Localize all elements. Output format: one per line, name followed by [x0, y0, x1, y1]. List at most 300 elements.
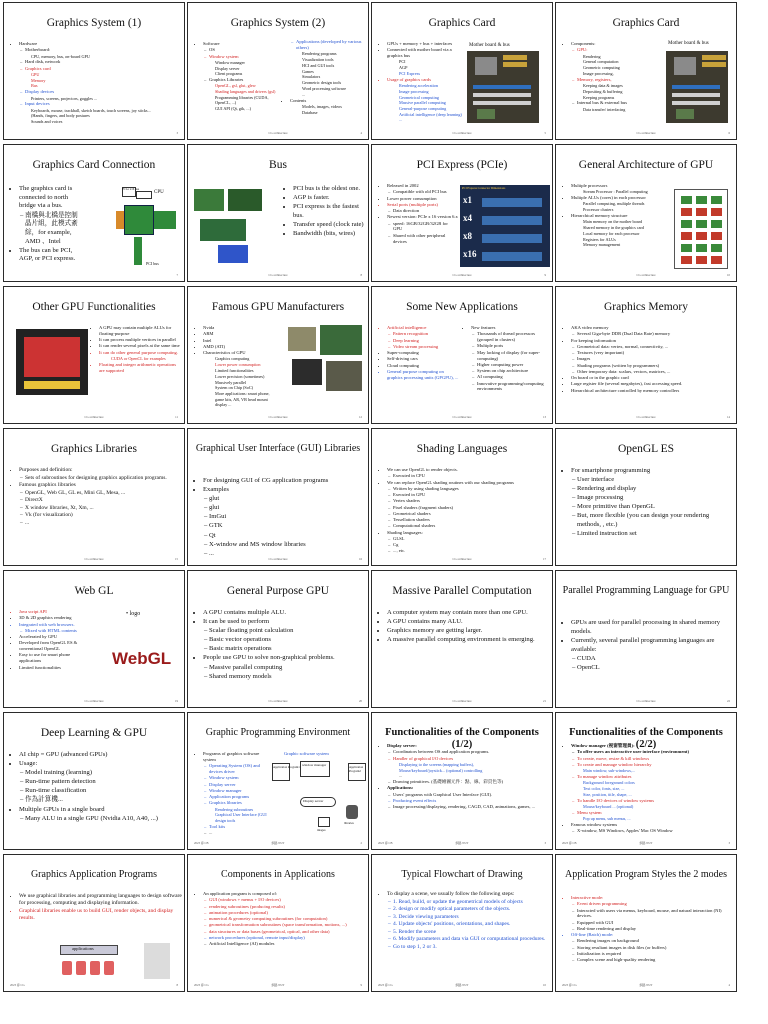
slide-footer	[10, 983, 178, 989]
bullet-item: – Menu system	[577, 810, 736, 816]
slide-body	[564, 895, 734, 979]
slide-general-architecture-of-gpu	[555, 144, 737, 282]
bullet-item: • For keeping information	[571, 338, 734, 344]
slide-graphic-programming-environment	[187, 712, 369, 850]
bullet-item: • For smartphone programming	[571, 467, 732, 476]
alu-core	[681, 244, 692, 252]
slide-title: Graphics System (2)	[230, 17, 326, 29]
bullet-item: – Basic matrix operations	[209, 645, 364, 654]
slide-graphics-libraries	[3, 428, 185, 566]
bullet-item: – 1. Read, build, or update the geometrical models of objects	[393, 899, 550, 906]
slide-title: General Architecture of GPU	[578, 159, 714, 171]
footer-right: 5	[544, 131, 546, 135]
slide-title: Graphics System (1)	[46, 17, 142, 29]
figure-caption: Mother board & bus	[668, 41, 709, 46]
footer-right: 16	[359, 557, 362, 561]
footer-left: 2023 春 CG	[378, 983, 393, 987]
bullet-item: – X window libraries, Xt, Xm, ...	[25, 505, 180, 512]
bullet-item: – Initialization is required	[577, 951, 734, 957]
bullet-item: – AI computing	[477, 374, 548, 380]
bullet-item: Geometric design tools	[302, 80, 342, 86]
bullet-item: • Artificial intelligence	[387, 325, 460, 331]
footer-center: 網路 NUT	[455, 983, 469, 987]
alu-core	[711, 232, 722, 240]
slide-title: Some New Applications	[406, 301, 518, 313]
alu-core	[681, 220, 692, 228]
bullet-list	[196, 325, 276, 407]
alu-core	[681, 208, 692, 216]
bullet-item: – OpenCL	[577, 664, 732, 673]
alu-core	[711, 196, 722, 204]
pci-card-photo	[228, 189, 262, 211]
agp-card-photo	[194, 189, 224, 211]
bullet-item: – animation procedures (optional)	[209, 910, 366, 916]
bullet-item: – But, more flexible (you can design your rendering methods, , etc.)	[577, 512, 732, 529]
bullet-item: Shading languages and drivers (gsl)	[215, 89, 276, 95]
bullet-item: • PCI express is the fastest bus.	[293, 203, 366, 220]
bullet-item: – May lacking of display (for super-computing)	[477, 350, 548, 362]
bullet-item: • Graphical libraries enable us to build GUI, render objects, and display results.	[19, 908, 182, 922]
bullet-item: Size, position, title, shape, ...	[583, 791, 632, 797]
bullet-item: PCI	[399, 59, 406, 65]
bullet-item: – Run-time classification	[25, 787, 180, 796]
bullet-item: – Limited instruction set	[577, 530, 732, 539]
bullet-item: – GLSL	[393, 536, 548, 542]
bus-label: PCI bus	[146, 261, 159, 266]
bullet-item: – Data direction	[393, 208, 458, 214]
bullet-item: More applications: smart phone, game kits, AR, VR head mount display ...	[215, 391, 270, 407]
bullet-item: • A GPU may contain multiple ALUs for floating-purpose	[99, 325, 182, 337]
lane-label: x8	[463, 231, 472, 241]
bullet-item: – Deep learning	[393, 338, 460, 344]
slide-title: Graphic Programming Environment	[205, 727, 351, 738]
bullet-item: Keyboards, mouse, trackball, sketch boards, touch screens, joy sticks...	[31, 107, 151, 113]
slide-footer	[562, 983, 730, 989]
slide-body	[564, 467, 732, 553]
slide-footer	[10, 273, 178, 279]
bullet-item: – Image processing/displaying, rendering, CAGD, CAD, animations, games, ...	[393, 804, 552, 810]
bullet-item: – GPU:	[577, 47, 654, 53]
footer-right: 9	[360, 983, 362, 987]
footer-center: CG architecture	[84, 699, 104, 703]
bullet-item: Shared memory in the graphics card	[583, 224, 645, 230]
bullet-list	[12, 893, 182, 922]
bullet-item: – Coordinators between OS and application programs.	[393, 749, 552, 755]
footer-right: 10	[543, 983, 546, 987]
bullet-item: – DirectX	[25, 497, 180, 504]
bullet-item: Mouse/keyboard/joystick... (optional) controlling	[399, 767, 483, 773]
slide-title: Functionalities of the Components (2/2)	[569, 727, 723, 751]
bullet-item: – To create and manage window hierarchy	[577, 762, 736, 768]
pci-slot	[473, 93, 531, 97]
slide-graphics-system-2	[187, 2, 369, 140]
pci-slot	[672, 93, 720, 97]
slide-parallel-programming-language-for-gpu	[555, 570, 737, 708]
bullet-item: Games	[302, 68, 314, 74]
slide-graphics-card-connection	[3, 144, 185, 282]
slide-footer	[194, 131, 362, 137]
footer-right: 8	[176, 983, 178, 987]
bullet-item: Display server	[215, 65, 240, 71]
bullet-item: • 3D & 2D graphics rendering	[19, 615, 92, 621]
footer-right: 17	[543, 557, 546, 561]
bullet-item: – Cg	[393, 542, 548, 548]
slide-web-gl	[3, 570, 185, 708]
bullet-item: – Window system	[209, 775, 268, 781]
slide-footer	[562, 557, 730, 563]
footer-right: 7	[176, 273, 178, 277]
tooth-image	[144, 943, 170, 979]
footer-right: 21	[543, 699, 546, 703]
slide-body	[196, 891, 366, 979]
bullet-item: – CUDA	[577, 655, 732, 664]
slide-footer	[378, 841, 546, 847]
app-label: Application Program2	[349, 765, 364, 773]
slide-footer	[194, 841, 362, 847]
slide-body	[564, 325, 734, 411]
footer-center: CG architecture	[268, 699, 288, 703]
slide-shading-languages	[371, 428, 553, 566]
bullet-item: Artificial intelligence (deep learning) ...	[399, 112, 462, 123]
footer-left: 2023 春 CB	[378, 841, 393, 845]
bullet-item: – Geometrical data: vertex, normal, connectivity, ...	[577, 344, 734, 350]
bullet-item: • Components:	[571, 41, 654, 47]
bullet-item: – 6. Modify parameters and data via GUI or computational procedures.	[393, 936, 550, 943]
slide-body	[380, 891, 550, 979]
slide-some-new-applications	[371, 286, 553, 424]
slide-general-purpose-gpu	[187, 570, 369, 708]
bullet-item: Visualization tools	[302, 56, 334, 62]
bullet-item: Programming libraries (CUDA, OpenCL, ...)	[215, 95, 269, 106]
bullet-list	[196, 891, 366, 947]
slide-title: Functionalities of the Components (1/2)	[385, 727, 539, 751]
bullet-item: • Transfer speed (clock rate)	[293, 221, 366, 230]
bullet-item: (Hands, fingers, and body postures	[31, 113, 90, 119]
footer-right: 14	[727, 415, 730, 419]
footer-center: CG architecture	[268, 131, 288, 135]
bullet-item: – Executed in GPU	[393, 492, 548, 498]
webgl-logo-text: WebGL	[112, 649, 172, 668]
cpu-label: CPU	[154, 190, 164, 195]
bullet-item: • Easy to use for smart phone applications	[19, 652, 92, 664]
slide-massive-parallel-computation	[371, 570, 553, 708]
lane-label: x16	[463, 249, 477, 259]
bullet-item: – Several Giga-byte DDR (Dual Data Rate) memory	[577, 331, 734, 337]
bullet-item: – ...	[25, 520, 180, 527]
figure-caption: Mother board & bus	[469, 43, 510, 48]
bullet-item: • Programs of graphics software system	[203, 751, 268, 763]
bullet-item: Massively parallel	[215, 379, 247, 385]
bullet-item: – Many ALU in a single GPU (Nvidia A10, A40, ...)	[25, 815, 180, 824]
slide-title: Application Program Styles the 2 modes	[565, 869, 727, 880]
lane-slot-bar	[482, 216, 542, 225]
footer-center: 網路 NUT	[271, 983, 285, 987]
bullet-item: • Multiple GPUs in a single board	[19, 806, 180, 815]
slide-body	[196, 609, 364, 695]
bullet-item: – 作為計算機...	[25, 796, 180, 805]
slide-opengl-es	[555, 428, 737, 566]
bullet-item: – Display server	[209, 782, 268, 788]
slide-footer	[378, 983, 546, 989]
bullet-list	[380, 41, 462, 123]
bullet-item: – Handler of graphical I/O devices	[393, 756, 552, 762]
bullet-item: • A GPU contains multiple ALU.	[203, 609, 364, 618]
slide-body	[380, 183, 458, 269]
bullet-item: – Real-time rendering and display	[577, 926, 734, 932]
slide-body	[380, 609, 548, 695]
bullet-item: • We can use OpenGL to render objects.	[387, 467, 548, 473]
alu-core	[681, 256, 692, 264]
bullet-item: – Pixel shaders (fragment shaders)	[393, 505, 548, 511]
memory-strip	[24, 381, 80, 389]
bullet-item: • Newest version: PCIe x 16 version 6.x	[387, 214, 458, 220]
bullet-item: General computation	[583, 59, 619, 65]
library-cylinder	[90, 961, 100, 975]
bullet-item: Keeping data & images	[583, 82, 623, 88]
slide-graphics-card	[555, 2, 737, 140]
slide-title: PCI Express (PCIe)	[416, 159, 508, 171]
bullet-item: – To handle I/O devices of window systems	[577, 798, 736, 804]
bullet-item: – Shared with other peripheral devices	[393, 233, 458, 245]
bullet-item: – Vertex shaders	[393, 498, 548, 504]
bullet-item: – ..., etc.	[393, 548, 548, 554]
bullet-item: • Developed from OpenGL ES & conventional OpenGL	[19, 640, 92, 652]
slide-graphics-application-programs	[3, 854, 185, 992]
ram-slot	[503, 62, 527, 67]
bullet-item: – numerical & geometry computing subroutines (for computation)	[209, 916, 366, 922]
wm-label: window manager	[302, 763, 327, 767]
alu-core	[711, 256, 722, 264]
bullet-item: • GPUs are used for parallel processing in shared memory models.	[571, 619, 732, 636]
bullet-list	[196, 477, 364, 558]
bullet-item: – Pattern recognition	[393, 331, 460, 337]
bullet-item: – Written by using shading languages	[393, 486, 548, 492]
bullet-item: • Usage:	[19, 760, 180, 769]
bullet-list	[12, 467, 180, 527]
bullet-item: Processor clusters	[583, 207, 614, 213]
bullet-item: • Currently, several parallel programming languages are available:	[571, 637, 732, 654]
bullet-list	[564, 895, 734, 963]
bullet-item: • Applications:	[387, 785, 552, 791]
bullet-item: • AMD (ATI)	[203, 344, 276, 350]
slide-graphical-user-interface-gui-libraries	[187, 428, 369, 566]
bullet-item: • Self-driving cars	[387, 356, 460, 362]
slide-footer	[378, 131, 546, 137]
slide-pci-express-pcie	[371, 144, 553, 282]
bullet-item: ...	[399, 773, 403, 779]
bullet-item: • The bus can be PCI, AGP, or PCI express.	[19, 247, 84, 264]
bullet-item: – 2. design or modify optical parameters of the objects.	[393, 906, 550, 913]
bullet-list	[196, 609, 364, 681]
bullet-item: • Large register file (several megabytes), fast accessing speed.	[571, 381, 734, 387]
bullet-item: Memory	[31, 77, 46, 83]
slide-body	[12, 751, 180, 837]
bullet-item: • Lower power consumption	[387, 196, 458, 202]
footer-right: 4	[360, 131, 362, 135]
gpu-blocks	[24, 337, 80, 377]
bullet-item: Massive parallel computing	[399, 100, 446, 106]
bullet-item: • It can be used to perform	[203, 618, 364, 627]
bullet-item: – GTK	[209, 522, 364, 531]
bullet-list	[380, 609, 548, 645]
chipset	[477, 109, 495, 119]
bullet-item: • Serial ports (multiple ports)	[387, 202, 458, 208]
bullet-item: Database	[302, 109, 318, 115]
bullet-item: Memory management	[583, 242, 621, 248]
ds-label: Display server	[303, 799, 324, 803]
bullet-item: – Basic vector operations	[209, 636, 364, 645]
bullet-list	[92, 325, 182, 373]
slide-title: Other GPU Functionalities	[32, 301, 156, 313]
slide-title: Deep Learning & GPU	[40, 727, 148, 739]
bullet-item: • Famous window systems	[571, 822, 736, 828]
bullet-item: • Software	[203, 41, 281, 47]
bullet-item: HCI and GUI tools	[302, 62, 335, 68]
footer-right: 3	[728, 841, 730, 845]
footer-center: 網路 NUT	[639, 983, 653, 987]
bullet-list	[283, 39, 365, 115]
slide-title: Web GL	[74, 585, 114, 597]
bullet-item: OpenGL, gsl, glut, glew	[215, 83, 256, 89]
bullet-item: Mouse/keyboard ... (optional)	[583, 803, 634, 809]
slide-title: Famous GPU Manufacturers	[211, 301, 345, 313]
bullet-list	[564, 325, 734, 394]
bullet-item: Image processing,	[583, 70, 614, 76]
bullet-item: • Super-computing	[387, 350, 460, 356]
bullet-item: – Operating System (OS) and devices driver	[209, 763, 268, 775]
footer-center: CG architecture	[452, 699, 472, 703]
bullet-item: – Equipped with GUI	[577, 920, 734, 926]
pcie-board-photo	[218, 245, 248, 263]
footer-right: 15	[175, 557, 178, 561]
bullet-item: – Executed in CPU	[393, 473, 548, 479]
bullet-item: • Java script API	[19, 609, 92, 615]
bullet-item: PCI Express	[399, 71, 420, 76]
slide-body	[380, 467, 548, 553]
bullet-item: – network procedures (optional, remote input/display)	[209, 935, 366, 941]
slide-body	[564, 619, 732, 695]
footer-center: CG architecture	[636, 415, 656, 419]
bullet-item: – Window system	[209, 54, 281, 60]
bullet-item: – Model training (learning)	[25, 769, 180, 778]
bullet-item: Local memory for each processor	[583, 230, 640, 236]
footer-right: 11	[175, 415, 178, 419]
slide-grid	[3, 2, 737, 992]
bullet-item: – Users' programs with Graphical User Interface (GUI).	[393, 792, 552, 798]
pci-slot	[473, 101, 531, 105]
slide-footer	[378, 273, 546, 279]
bullet-item: Displaying to the screens (mapping buffers),	[399, 761, 475, 767]
bullet-list	[12, 41, 182, 125]
bullet-item: ...	[302, 91, 306, 97]
bullet-item: – Multiple ports	[477, 343, 548, 349]
logo-bullet: • logo	[126, 611, 141, 617]
slide-title: OpenGL ES	[617, 443, 675, 455]
bullet-item: • Graphics memory are getting larger.	[387, 627, 548, 636]
bullet-item: – Graphics libraries	[209, 800, 268, 806]
slide-famous-gpu-manufacturers	[187, 286, 369, 424]
bullet-item: • Limited functionalities	[19, 665, 92, 671]
slide-footer	[10, 557, 178, 563]
bullet-item: – Display devices	[25, 89, 182, 95]
chip-photo	[326, 361, 362, 391]
bullet-item: Rendering subroutines	[215, 806, 254, 812]
slide-footer	[562, 273, 730, 279]
bullet-item: – To offer users an interactive user interface (environment)	[577, 749, 736, 755]
motherboard-photo	[467, 51, 539, 123]
bullet-item: – Tessellation shaders	[393, 517, 548, 523]
bullet-item: • It can do other general purpose computing.	[99, 350, 182, 356]
lane-label: x4	[463, 213, 472, 223]
bullet-item: • An application program is composed of:	[203, 891, 366, 897]
bullet-item: Printers, screens, projectors, goggles ...	[31, 95, 98, 101]
bullet-list	[564, 41, 654, 112]
footer-center: CG architecture	[268, 273, 288, 277]
bullet-item: • General purpose computing on graphics processing units (GPGPU), ...	[387, 369, 460, 381]
bullet-item: • People use GPU to solve non-graphical problems.	[203, 654, 364, 663]
bullet-item: – Artificial Intelligence (AI) modules	[209, 941, 366, 947]
card-connector	[116, 211, 124, 229]
slide-footer	[194, 273, 362, 279]
slide-footer	[10, 415, 178, 421]
bullet-item: Background foreground colors	[583, 780, 635, 786]
bullet-item: Data transfer/ interfacing	[583, 106, 626, 112]
alu-core	[711, 220, 722, 228]
bullet-item: – 4. Update objects' positions, orientations, and shapes.	[393, 921, 550, 928]
bullet-item: • Released in 2002	[387, 183, 458, 189]
bullet-item: Main window, sub-windows,...	[583, 768, 636, 774]
app-label: Application Program1	[273, 765, 300, 769]
bullet-item: Text color, fonts, size, ...	[583, 785, 625, 791]
figure-header: PCI Express Connector Dimensions	[462, 186, 506, 190]
bullet-item: • We can replace OpenGL shading routines with our shading programs	[387, 480, 548, 486]
bullet-item: – Scalar floating point calculation	[209, 627, 364, 636]
bullet-item: • Off-line (Batch) mode:	[571, 932, 734, 938]
footer-center: 網路 NUT	[455, 841, 469, 845]
slide-title: Graphics Libraries	[51, 443, 137, 455]
bus-line	[134, 237, 142, 265]
bullet-item: System on Chip (SoC)	[215, 385, 254, 391]
slide-body	[286, 185, 366, 269]
footer-left: 2023 春 CB	[562, 841, 577, 845]
bullet-list	[196, 41, 281, 112]
bullet-item: – Rendering and display	[577, 485, 732, 494]
bullet-item: • Connected with mother board via a graphics bus	[387, 47, 462, 59]
bullet-item: – data structures or data bases (geometrical, optical, and other data)	[209, 929, 366, 935]
footer-center: CG architecture	[636, 131, 656, 135]
bullet-item: – Qt	[209, 532, 364, 541]
bullet-item: – glut	[209, 495, 364, 504]
bullet-item: Bus	[31, 83, 38, 89]
slide-footer	[378, 699, 546, 705]
slide-body	[12, 467, 180, 553]
slide-footer	[378, 415, 546, 421]
bullet-item: GPU	[31, 71, 40, 77]
gpu-architecture-diagram	[674, 189, 728, 269]
ram-slot	[702, 55, 726, 60]
bullet-item: Parallel computing, multiple threads	[583, 201, 645, 207]
bullet-item: – 3. Decide viewing parameters	[393, 914, 550, 921]
footer-right: 2	[360, 841, 362, 845]
bullet-item: Rendering acceleration	[399, 83, 439, 89]
slide-body	[564, 183, 674, 269]
bullet-item: Client programs	[215, 71, 243, 77]
bullet-item: – Other temporary data: scalars, vectors, matrices, ...	[577, 369, 734, 375]
library-cylinder	[76, 961, 86, 975]
footer-center: CG architecture	[452, 131, 472, 135]
bullet-item: – To manage window attributes	[577, 774, 736, 780]
slide-body	[12, 185, 84, 269]
